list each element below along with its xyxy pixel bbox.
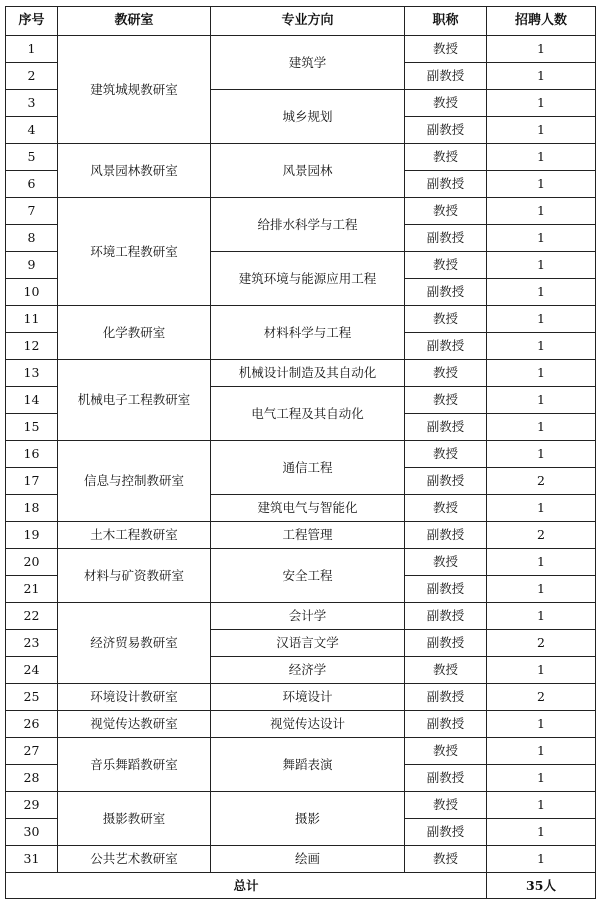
table-row (6, 684, 596, 711)
major-cell: 通信工程 (211, 441, 405, 495)
table-row (6, 738, 596, 765)
room-cell: 音乐舞蹈教研室 (58, 738, 211, 792)
header-count: 招聘人数 (487, 7, 596, 36)
title-cell: 副教授 (405, 576, 487, 603)
row-no: 29 (6, 792, 58, 819)
major-cell: 会计学 (211, 603, 405, 630)
major-cell: 工程管理 (211, 522, 405, 549)
row-no: 27 (6, 738, 58, 765)
major-cell: 电气工程及其自动化 (211, 387, 405, 441)
title-cell: 教授 (405, 738, 487, 765)
total-row (6, 873, 596, 899)
count-cell: 1 (487, 387, 596, 414)
count-cell: 1 (487, 306, 596, 333)
row-no: 10 (6, 279, 58, 306)
row-no: 21 (6, 576, 58, 603)
count-cell: 2 (487, 630, 596, 657)
count-cell: 1 (487, 414, 596, 441)
room-cell: 公共艺术教研室 (58, 846, 211, 873)
row-no: 18 (6, 495, 58, 522)
count-cell: 1 (487, 846, 596, 873)
major-cell: 城乡规划 (211, 90, 405, 144)
major-cell: 风景园林 (211, 144, 405, 198)
title-cell: 副教授 (405, 414, 487, 441)
major-cell: 舞蹈表演 (211, 738, 405, 792)
title-cell: 教授 (405, 387, 487, 414)
title-cell: 副教授 (405, 819, 487, 846)
row-no: 26 (6, 711, 58, 738)
room-cell: 环境工程教研室 (58, 198, 211, 306)
title-cell: 教授 (405, 441, 487, 468)
row-no: 12 (6, 333, 58, 360)
row-no: 15 (6, 414, 58, 441)
row-no: 8 (6, 225, 58, 252)
row-no: 17 (6, 468, 58, 495)
table-row (6, 441, 596, 468)
table-row (6, 603, 596, 630)
count-cell: 1 (487, 603, 596, 630)
table-row (6, 711, 596, 738)
table-row (6, 198, 596, 225)
count-cell: 1 (487, 117, 596, 144)
title-cell: 教授 (405, 549, 487, 576)
row-no: 20 (6, 549, 58, 576)
major-cell: 建筑学 (211, 36, 405, 90)
room-cell: 摄影教研室 (58, 792, 211, 846)
title-cell: 副教授 (405, 63, 487, 90)
total-value: 35人 (487, 873, 596, 899)
count-cell: 1 (487, 549, 596, 576)
count-cell: 1 (487, 90, 596, 117)
count-cell: 1 (487, 711, 596, 738)
major-cell: 机械设计制造及其自动化 (211, 360, 405, 387)
room-cell: 材料与矿资教研室 (58, 549, 211, 603)
count-cell: 1 (487, 36, 596, 63)
row-no: 30 (6, 819, 58, 846)
row-no: 7 (6, 198, 58, 225)
title-cell: 副教授 (405, 711, 487, 738)
row-no: 14 (6, 387, 58, 414)
header-room: 教研室 (58, 7, 211, 36)
table-row (6, 144, 596, 171)
count-cell: 1 (487, 738, 596, 765)
major-cell: 绘画 (211, 846, 405, 873)
count-cell: 1 (487, 360, 596, 387)
table-row (6, 522, 596, 549)
total-label: 总计 (6, 873, 487, 899)
room-cell: 风景园林教研室 (58, 144, 211, 198)
title-cell: 教授 (405, 198, 487, 225)
count-cell: 1 (487, 171, 596, 198)
header-row (6, 7, 596, 36)
row-no: 1 (6, 36, 58, 63)
row-no: 19 (6, 522, 58, 549)
row-no: 22 (6, 603, 58, 630)
count-cell: 1 (487, 225, 596, 252)
major-cell: 建筑电气与智能化 (211, 495, 405, 522)
row-no: 9 (6, 252, 58, 279)
major-cell: 给排水科学与工程 (211, 198, 405, 252)
count-cell: 1 (487, 441, 596, 468)
room-cell: 经济贸易教研室 (58, 603, 211, 684)
table-row (6, 549, 596, 576)
count-cell: 2 (487, 522, 596, 549)
major-cell: 环境设计 (211, 684, 405, 711)
count-cell: 1 (487, 819, 596, 846)
count-cell: 1 (487, 576, 596, 603)
count-cell: 2 (487, 684, 596, 711)
title-cell: 副教授 (405, 468, 487, 495)
table-row (6, 306, 596, 333)
count-cell: 2 (487, 468, 596, 495)
header-no: 序号 (6, 7, 58, 36)
count-cell: 1 (487, 144, 596, 171)
room-cell: 环境设计教研室 (58, 684, 211, 711)
title-cell: 副教授 (405, 522, 487, 549)
row-no: 31 (6, 846, 58, 873)
row-no: 24 (6, 657, 58, 684)
title-cell: 副教授 (405, 225, 487, 252)
major-cell: 建筑环境与能源应用工程 (211, 252, 405, 306)
count-cell: 1 (487, 333, 596, 360)
count-cell: 1 (487, 765, 596, 792)
room-cell: 化学教研室 (58, 306, 211, 360)
major-cell: 视觉传达设计 (211, 711, 405, 738)
row-no: 11 (6, 306, 58, 333)
room-cell: 建筑城规教研室 (58, 36, 211, 144)
count-cell: 1 (487, 279, 596, 306)
table-row (6, 792, 596, 819)
row-no: 3 (6, 90, 58, 117)
room-cell: 机械电子工程教研室 (58, 360, 211, 441)
title-cell: 副教授 (405, 333, 487, 360)
title-cell: 教授 (405, 657, 487, 684)
title-cell: 副教授 (405, 279, 487, 306)
title-cell: 副教授 (405, 630, 487, 657)
title-cell: 副教授 (405, 684, 487, 711)
row-no: 23 (6, 630, 58, 657)
major-cell: 汉语言文学 (211, 630, 405, 657)
row-no: 5 (6, 144, 58, 171)
title-cell: 教授 (405, 36, 487, 63)
recruitment-table (5, 6, 596, 899)
title-cell: 副教授 (405, 765, 487, 792)
recruitment-table-container (5, 6, 596, 899)
row-no: 13 (6, 360, 58, 387)
title-cell: 教授 (405, 306, 487, 333)
count-cell: 1 (487, 252, 596, 279)
title-cell: 教授 (405, 252, 487, 279)
title-cell: 教授 (405, 360, 487, 387)
table-row (6, 846, 596, 873)
room-cell: 土木工程教研室 (58, 522, 211, 549)
title-cell: 教授 (405, 846, 487, 873)
count-cell: 1 (487, 657, 596, 684)
count-cell: 1 (487, 792, 596, 819)
row-no: 16 (6, 441, 58, 468)
major-cell: 经济学 (211, 657, 405, 684)
header-title: 职称 (405, 7, 487, 36)
title-cell: 副教授 (405, 117, 487, 144)
row-no: 6 (6, 171, 58, 198)
major-cell: 材料科学与工程 (211, 306, 405, 360)
header-major: 专业方向 (211, 7, 405, 36)
room-cell: 视觉传达教研室 (58, 711, 211, 738)
title-cell: 教授 (405, 792, 487, 819)
title-cell: 副教授 (405, 603, 487, 630)
table-row (6, 36, 596, 63)
row-no: 4 (6, 117, 58, 144)
count-cell: 1 (487, 495, 596, 522)
count-cell: 1 (487, 198, 596, 225)
major-cell: 摄影 (211, 792, 405, 846)
room-cell: 信息与控制教研室 (58, 441, 211, 522)
row-no: 2 (6, 63, 58, 90)
row-no: 28 (6, 765, 58, 792)
row-no: 25 (6, 684, 58, 711)
title-cell: 副教授 (405, 171, 487, 198)
title-cell: 教授 (405, 90, 487, 117)
major-cell: 安全工程 (211, 549, 405, 603)
count-cell: 1 (487, 63, 596, 90)
table-row (6, 360, 596, 387)
title-cell: 教授 (405, 495, 487, 522)
title-cell: 教授 (405, 144, 487, 171)
